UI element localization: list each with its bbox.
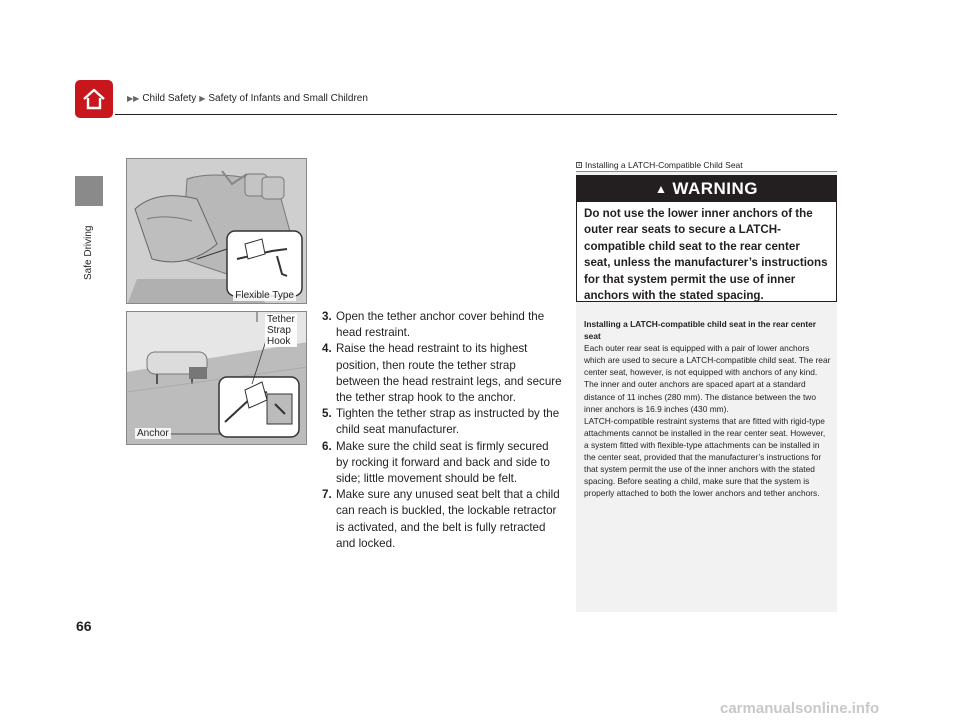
- warning-box: [576, 175, 837, 302]
- breadcrumb-arrow-icon: ▶▶: [127, 94, 140, 103]
- step-number: 4.: [322, 342, 332, 356]
- home-icon: [80, 85, 108, 113]
- step-text: Make sure the child seat is firmly secured by rocking it forward and back and side to side; little movement should be felt.: [336, 439, 550, 486]
- step-item: [322, 439, 562, 488]
- figure-caption-tether-hook: Tether Strap Hook: [267, 314, 295, 347]
- figure-caption-anchor: Anchor: [137, 428, 169, 439]
- sidebar-note: [584, 318, 832, 499]
- reference-marker-icon: 1: [577, 161, 581, 168]
- step-number: 7.: [322, 488, 332, 502]
- step-item: [322, 309, 562, 341]
- warning-text: Do not use the lower inner anchors of the outer rear seats to secure a LATCH-compatible child seat to the rear center seat, unless the manufacturer’s instructions for that system permit the use of inner anchors with the stated spacing.: [584, 207, 828, 303]
- breadcrumb-item-current[interactable]: Safety of Infants and Small Children: [208, 93, 368, 104]
- step-text: Open the tether anchor cover behind the head restraint.: [336, 310, 545, 340]
- breadcrumb-arrow-icon: ▶: [199, 94, 206, 103]
- step-text: Raise the head restraint to its highest position, then route the tether strap between the head restraint legs, and secure the tether strap hook to the anchor.: [336, 342, 562, 405]
- figure-flexible-type: [126, 158, 307, 304]
- warning-banner: [577, 176, 836, 202]
- figure-caption-flexible-type: Flexible Type: [235, 290, 294, 301]
- step-text: Make sure any unused seat belt that a child can reach is buckled, the lockable retractor is activated, and the belt is fully retracted and locked.: [336, 488, 560, 550]
- warning-label: WARNING: [672, 179, 759, 198]
- step-item: [322, 341, 562, 406]
- step-number: 6.: [322, 439, 332, 453]
- figure-tether-anchor: [126, 311, 307, 445]
- breadcrumb-item-child-safety[interactable]: Child Safety: [142, 93, 197, 104]
- step-text: Tighten the tether strap as instructed by the child seat manufacturer.: [336, 407, 560, 437]
- warning-triangle-icon: ▲: [654, 182, 668, 196]
- section-tab-label: Safe Driving: [83, 225, 94, 280]
- breadcrumb: [127, 93, 368, 104]
- note-title: Installing a LATCH-compatible child seat in the rear center seat: [584, 319, 817, 342]
- sidebar-ref-title: Installing a LATCH-Compatible Child Seat: [585, 159, 743, 170]
- watermark-text: carmanualsonline.info: [720, 700, 880, 717]
- step-number: 3.: [322, 310, 332, 323]
- step-item: [322, 487, 562, 552]
- section-tab-marker[interactable]: [75, 176, 103, 206]
- step-number: 5.: [322, 407, 332, 421]
- note-body: Each outer rear seat is equipped with a pair of lower anchors which are used to secure a LATCH-compatible child seat. The rear center seat, however, is not equipped with anchors of any kind. The inner and outer anchors are spaced apart at a standard distance of 11 inches (280 mm). The distance between the two inner anchors is 16.9 inches (430 mm).: [584, 343, 831, 414]
- child-seat-illustration: [127, 159, 307, 304]
- header-rule: [115, 114, 837, 115]
- page-number: 66: [76, 618, 92, 634]
- home-button[interactable]: [75, 80, 113, 118]
- sidebar-ref-heading[interactable]: [576, 158, 837, 172]
- instruction-steps: [322, 309, 562, 552]
- step-item: [322, 406, 562, 438]
- note-body-2: LATCH-compatible restraint systems that are fitted with rigid-type attachments cannot be installed in the rear center seat. However, a system fitted with flexible-type attachments can be installed in the center seat, provided that the manufacturer’s instructions for that system permit the use of the inner anchors with the stated spacing. Before seating a child, make sure that the system is properly attached to both the lower anchors and tether anchors.: [584, 415, 826, 499]
